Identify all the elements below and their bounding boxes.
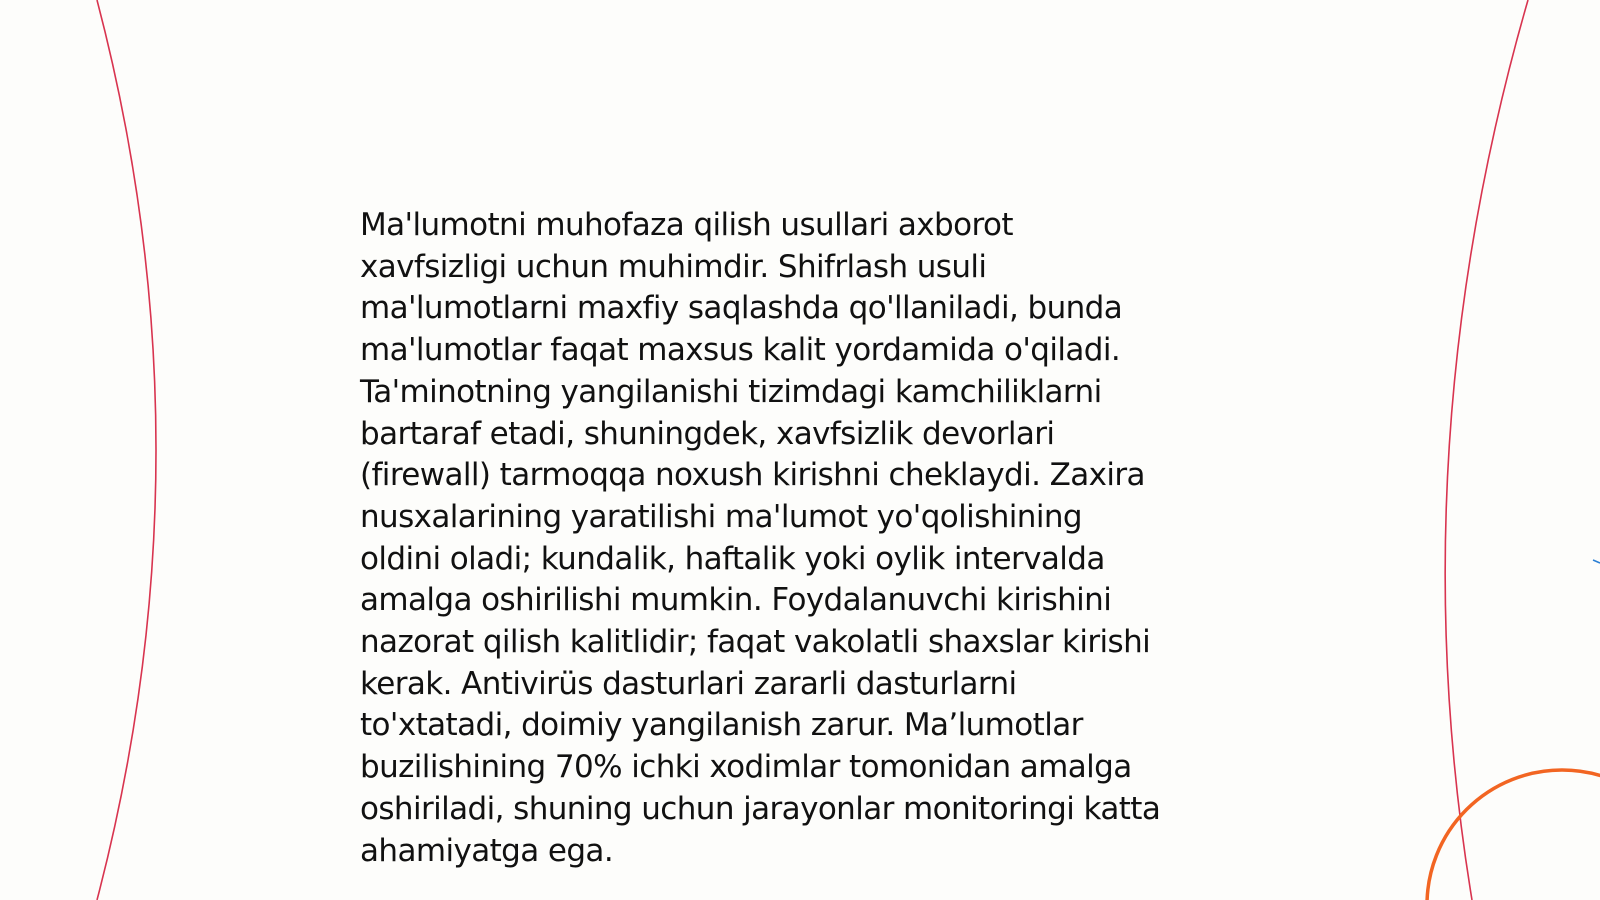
left-curve-line xyxy=(97,0,156,900)
orange-arc xyxy=(1427,770,1600,900)
slide-body-text: Ma'lumotni muhofaza qilish usullari axborot xavfsizligi uchun muhimdir. Shifrlash usuli ma'lumotlarni maxfiy saqlashda qo'llaniladi, bunda ma'lumotlar faqat maxsus kalit yordamida o'qiladi. Ta'minotning yangilanishi tizimdagi kamchiliklarni bartaraf etadi, shuningdek, xavfsizlik devorlari (firewall) tarmoqqa noxush kirishni cheklaydi. Zaxira nusxalarining yaratilishi ma'lumot yo'qolishining oldini oladi; kundalik, haftalik yoki oylik intervalda amalga oshirilishi mumkin. Foydalanuvchi kirishini nazorat qilish kalitlidir; faqat vakolatli shaxslar kirishi kerak. Antivirüs dasturlari zararli dasturlarni to'xtatadi, doimiy yangilanish zarur. Ma’lumotlar buzilishining 70% ichki xodimlar tomonidan amalga oshiriladi, shuning uchun jarayonlar monitoringi katta ahamiyatga ega. xyxy=(360,207,1161,869)
blue-accent-mark xyxy=(1593,560,1600,563)
right-curve-line xyxy=(1445,0,1528,900)
